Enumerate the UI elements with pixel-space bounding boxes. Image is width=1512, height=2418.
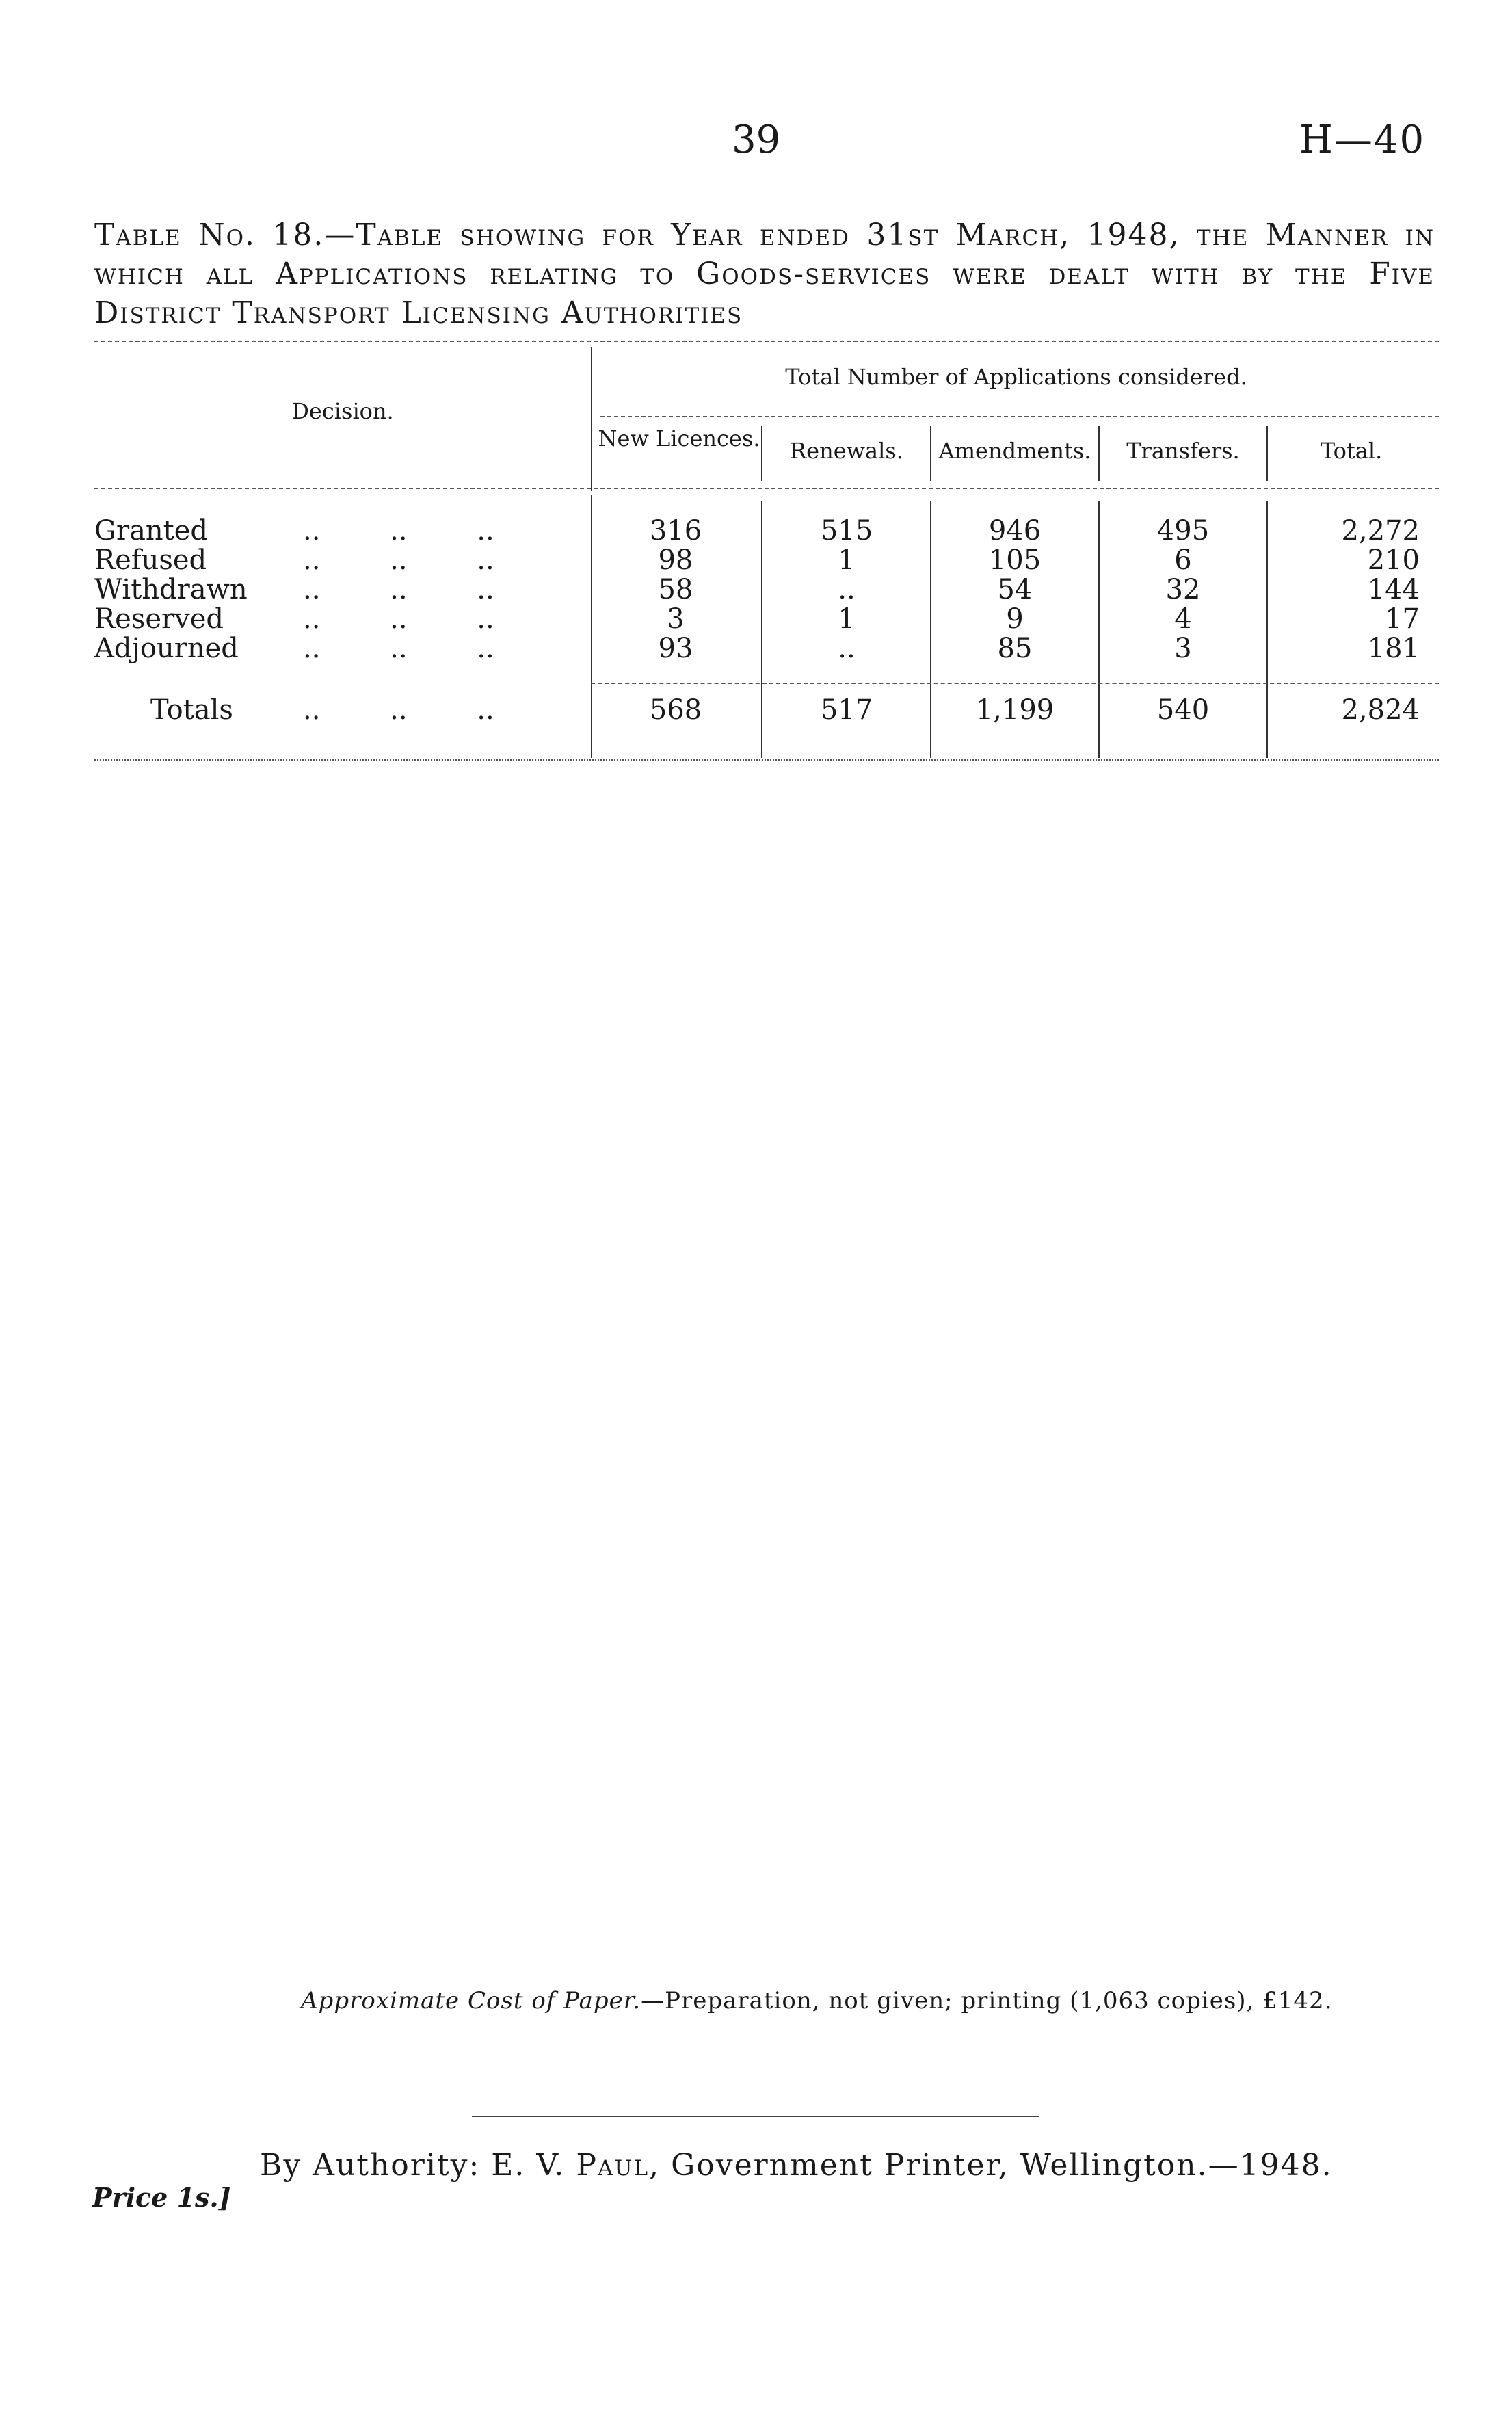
table-title [94, 215, 1435, 332]
cell: 210 [1367, 544, 1420, 576]
col-divider [930, 426, 931, 481]
col-header-total: Total. [1320, 438, 1383, 464]
cell: 1 [838, 603, 856, 635]
header-separator [591, 347, 592, 491]
price: Price 1s.] [92, 2182, 231, 2213]
cell: 946 [988, 515, 1042, 547]
cell: 2,272 [1341, 515, 1420, 547]
cost-text: —Preparation, not given; printing (1,063 copies), £142. [641, 1987, 1333, 2014]
cell: 105 [988, 544, 1042, 576]
cell: 4 [1174, 603, 1192, 635]
applications-table [94, 341, 1439, 765]
cell: 85 [997, 633, 1033, 664]
col-divider [1098, 426, 1100, 481]
row-leaders: .. .. .. [303, 574, 494, 605]
totals-rule [591, 683, 1439, 684]
col-header-amendments: Amendments. [938, 438, 1091, 464]
cell: 58 [658, 574, 693, 605]
cell: 181 [1367, 633, 1420, 664]
cost-label: Approximate Cost of Paper. [301, 1987, 641, 2014]
col-header-new-licences: New Licences. [598, 425, 760, 451]
table-bottom-rule [94, 759, 1439, 761]
cell: 515 [820, 515, 873, 547]
cell: 17 [1385, 603, 1420, 635]
printer-authority [260, 2148, 1333, 2183]
cell: 54 [997, 574, 1033, 605]
cell: 316 [649, 515, 702, 547]
cell: 144 [1367, 574, 1420, 605]
cell: 568 [649, 694, 702, 726]
col-divider [761, 426, 762, 481]
cell: 1,199 [975, 694, 1055, 726]
cost-note [301, 1987, 1333, 2014]
row-label-withdrawn: Withdrawn [94, 574, 248, 605]
col-divider [1266, 426, 1268, 481]
cell: 9 [1006, 603, 1024, 635]
col-header-renewals: Renewals. [790, 438, 903, 464]
row-leaders: .. .. .. [303, 694, 494, 726]
row-label-granted: Granted [94, 515, 209, 547]
group-header: Total Number of Applications considered. [785, 364, 1247, 390]
footer-rule [472, 2116, 1039, 2117]
cell: 3 [1174, 633, 1192, 664]
row-leaders: .. .. .. [303, 515, 494, 547]
body-divider [761, 501, 762, 758]
table-top-rule [94, 341, 1439, 342]
cell: 517 [820, 694, 873, 726]
cell: 93 [658, 633, 693, 664]
authority-prefix: By Authority: E. V. [260, 2148, 576, 2183]
printer-name: Paul [576, 2148, 650, 2183]
authority-suffix: , Government Printer, Wellington.—1948. [649, 2148, 1333, 2183]
table-title-text: —Table showing for Year ended 31st March, 1948, the Manner in which all Applications relating to Goods-services were dealt with by the Five District Transport Licensing Authorities [94, 218, 1435, 330]
cell: 495 [1156, 515, 1210, 547]
body-divider [1098, 501, 1100, 758]
col-header-transfers: Transfers. [1126, 438, 1240, 464]
cell: 98 [658, 544, 693, 576]
cell: .. [838, 633, 856, 664]
cell: 2,824 [1341, 694, 1420, 726]
cell: 540 [1156, 694, 1210, 726]
table-title-lead: Table No. 18. [94, 218, 325, 252]
decision-header: Decision. [291, 398, 394, 424]
row-label-reserved: Reserved [94, 603, 224, 635]
cell: 6 [1174, 544, 1192, 576]
body-divider [930, 501, 931, 758]
body-divider [1266, 501, 1268, 758]
document-reference: H—40 [1299, 118, 1426, 162]
row-leaders: .. .. .. [303, 633, 494, 664]
row-label-totals: Totals [150, 694, 233, 726]
cell: .. [838, 574, 856, 605]
row-leaders: .. .. .. [303, 603, 494, 635]
cell: 3 [667, 603, 685, 635]
page-number: 39 [732, 118, 781, 162]
row-label-refused: Refused [94, 544, 207, 576]
cell: 32 [1165, 574, 1201, 605]
row-leaders: .. .. .. [303, 544, 494, 576]
group-header-rule [600, 416, 1439, 417]
cell: 1 [838, 544, 856, 576]
header-bottom-rule [94, 488, 1439, 489]
row-label-adjourned: Adjourned [94, 633, 239, 664]
